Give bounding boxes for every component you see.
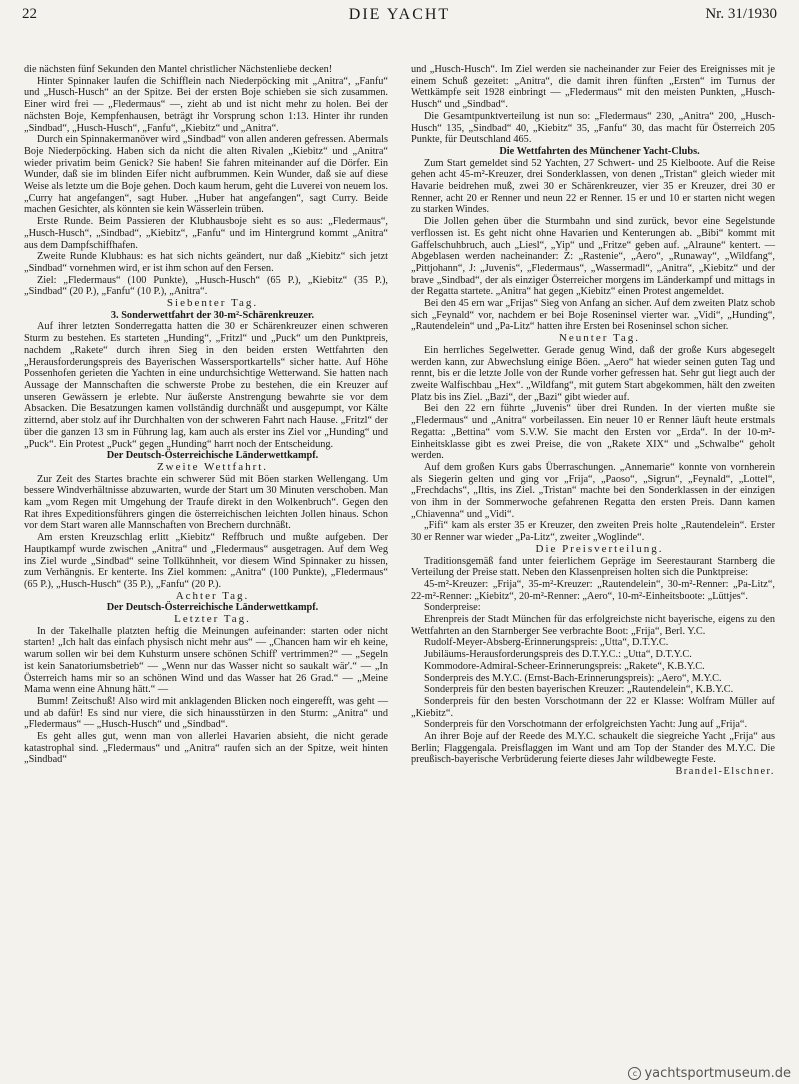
day-heading: Die Preisverteilung. — [535, 542, 664, 555]
day-heading: Zweite Wettfahrt. — [156, 460, 269, 473]
paragraph: Hinter Spinnaker laufen die Schifflein nach Niederpöcking mit „Anitra“, „Fanfu“ und „Husch-Husch“ an der Spitze. Bei der ersten Boje schieben sie sich zusammen. Einer wird frei — „Fledermaus“ —, zieht ab und ist nicht mehr zu holen. Bei der nächsten Boje, Kempfenhausen, beträgt ihr Vorsprung schon 1:13. Hinter ihr runden „Sindbad“, „Husch-Husch“, „Fanfu“, „Kiebitz“ und „Anitra“. — [24, 75, 388, 134]
paragraph: Bei den 22 ern führte „Juvenis“ über drei Runden. In der vierten mußte sie „Fledermaus“ und „Anitra“ vorbeilassen. Ein neuer 10 er Renner läuft heute erstmals Regatta: „Bettina“ vom S.V.W. Sie macht den Ersten vor „Erda“. In der 10-m²-Einheitsklasse gibt es zwei Preise, die von „Rakete XIX“ und „Schwalbe“ geholt werden. — [411, 403, 775, 462]
right-column — [411, 64, 775, 778]
section-heading: Der Deutsch-Österreichische Länderwettkampf. — [106, 602, 319, 614]
paragraph: Auf ihrer letzten Sonderregatta hatten die 30 er Schärenkreuzer einen schweren Sturm zu bestehen. Es starteten „Hunding“, „Fritzl“ und „Puck“ um den Punktpreis, nachdem „Rakete“ durch ihren Sieg in den beiden ersten Wettfahrten den „Herausforderungspreis des Bayerischen Wassersportkartells“ sicher hatte. Auf Höhe Possenhofen gerieten die Yachten in eine undurchsichtige Wetterwand. Sie hatten nach Aussage der Mannschaften die schwerste Probe zu bestehen, die ein Kreuzer auf unseren Gewässern je erlebte. Nur äußerste Anstrengung bewahrte sie vor dem Absacken. Die Besatzungen kamen vollständig durchnäßt und ausgepumpt, vor Kälte zitternd, aber stolz auf ihr Durchhalten von der schweren Fahrt nach Hause. „Fritzl“ der über die ganzen 13 sm in Führung lag, kam auch als erster ins Ziel vor „Hunding“ und „Puck“. Ein Protest „Puck“ gegen „Hunding“ harrt noch der Entscheidung. — [24, 321, 388, 450]
copyright-icon: c — [628, 1067, 641, 1080]
author-signature: Brandel-Elschner. — [675, 766, 775, 778]
left-column — [24, 64, 388, 766]
page-number: 22 — [22, 6, 37, 22]
paragraph: Erste Runde. Beim Passieren der Klubhausboje sieht es so aus: „Fledermaus“, „Husch-Husch“, „Sindbad“, „Kiebitz“, „Fanfu“ und im Hintergrund kommt „Anitra“ aus dem Dampfschiffhafen. — [24, 216, 388, 251]
paragraph: An ihrer Boje auf der Reede des M.Y.C. schaukelt die siegreiche Yacht „Frija“ aus Berlin; Flaggengala. Preisflaggen im Want und am Top der Stander des M.Y.C. Die preußisch-bayerische Verbrüderung feierte dieses Jahr wildbewegte Feste. — [411, 731, 775, 766]
section-heading: 3. Sonderwettfahrt der 30-m²-Schärenkreuzer. — [110, 309, 315, 321]
paragraph: die nächsten fünf Sekunden den Mantel christlicher Nächstenliebe decken! — [24, 64, 333, 75]
section-heading: Die Wettfahrten des Münchener Yacht-Clubs. — [499, 145, 700, 157]
paragraph: Die Gesamtpunktverteilung ist nun so: „Fledermaus“ 230, „Anitra“ 200, „Husch-Husch“ 135, „Sindbad“ 40, „Kiebitz“ 35, „Fanfu“ 30, das macht für Österreich 205 Punkte, für Deutschland 465. — [411, 110, 775, 146]
paragraph: Traditionsgemäß fand unter feierlichem Gepräge im Seerestaurant Starnberg die Verteilung der Preise statt. Neben den Klassenpreisen holten sich die Punktpreise: — [411, 555, 775, 579]
paragraph: Zur Zeit des Startes brachte ein schwerer Süd mit Böen starken Wellengang. Um bessere Windverhältnisse abzuwarten, wurde der Start um 30 Minuten verschoben. Man kam „vom Regen mit Umgehung der Traufe direkt in den Wolkenbruch“. Gegen den Rat ihres Expeditionsführers gingen die österreichischen leichten Jollen hinaus. Schon vor dem Start waren alle Mannschaften von Brechern durchnäßt. — [24, 473, 388, 532]
paragraph: Kommodore-Admiral-Scheer-Erinnerungspreis: „Rakete“, K.B.Y.C. — [424, 660, 705, 672]
day-heading: Achter Tag. — [175, 589, 250, 602]
paragraph: 45-m²-Kreuzer: „Frija“, 35-m²-Kreuzer: „Rautendelein“, 30-m²-Renner: „Pa-Litz“, 22-m²-Renner: „Kiebitz“, 20-m²-Renner: „Aero“, 10-m²-Einheitsboote: „Lüttjes“. — [411, 578, 775, 602]
day-heading: Letzter Tag. — [174, 613, 251, 626]
paragraph: Zum Start gemeldet sind 52 Yachten, 27 Schwert- und 25 Kielboote. Auf die Reise gehen acht 45-m²-Kreuzer, drei Sonderklassen, von denen „Tristan“ gleich wieder mit Havarie beidrehen muß, zwei 30 er Schärenkreuzer, vier 35 er Kreuzer, drei 30 er Renner, acht 20 er Renner und neun 22 er Renner. 15 er und 10 er starten nicht wegen zu starken Windes. — [411, 157, 775, 216]
issue-number: Nr. 31/1930 — [705, 6, 777, 22]
paragraph: Sonderpreise: — [424, 602, 481, 614]
paragraph: Sonderpreis für den besten Vorschotmann der 22 er Klasse: Wolfram Müller auf „Kiebitz“. — [411, 695, 775, 719]
paragraph: Sonderpreis für den besten bayerischen Kreuzer: „Rautendelein“, K.B.Y.C. — [424, 684, 734, 696]
paragraph: Bei den 45 ern war „Frijas“ Sieg von Anfang an sicher. Auf dem zweiten Platz schob sich „Feynald“ vor, nachdem er bei Boje Roseninsel vierter war. „Vidi“, „Hunding“, „Rautendelein“ und „Pa-Litz“ hatten ihre Ersten bei Roseninsel schon sicher. — [411, 298, 775, 333]
paragraph: In der Takelhalle platzten heftig die Meinungen aufeinander: starten oder nicht starten! „Ich halt das einfach physisch nicht mehr aus“ — „Chancen ham wir eh keine, warum sollen wir bei dem Kuhsturm unsere schönen Schiff' vertrimmen?“ — „Segeln ist kein Sanatoriumsbetrieb“ — „Wenn nur das Wasser nicht so saukalt wär'.“ — „In Österreich hams mir so an schönen Wind und das Wasser hat 26 Grad.“ — „Meine Mama wenn eine Ahnung hätt.“ — — [24, 625, 388, 696]
paragraph: und „Husch-Husch“. Im Ziel werden sie nacheinander zur Feier des Ereignisses mit je einem Schuß gezeitet: „Anitra“, die damit ihren fünften „Ersten“ im Turnus der Wettkämpfe seit 1928 einbringt — „Fledermaus“ mit den meisten Punkten, „Husch-Husch“ und „Sindbad“. — [411, 64, 775, 111]
paragraph: Am ersten Kreuzschlag erlitt „Kiebitz“ Reffbruch und mußte aufgeben. Der Hauptkampf wurde zwischen „Anitra“ und „Fledermaus“ ausgetragen. Auf dem Weg ins Ziel wurde „Sindbad“ seine Tollkühnheit, vor diesem Wind Spinnaker zu hissen, zum Verhängnis. Er kenterte. Ins Ziel kommen: „Anitra“ (100 Punkte), „Fledermaus“ (65 P.), „Husch-Husch“ (35 P.), „Fanfu“ (20 P.). — [24, 532, 388, 590]
paragraph: Bumm! Zeitschuß! Also wird mit anklagenden Blicken noch eingerefft, was geht — und ab dafür! Es sind nur viere, die sich hinausstürzen in den Sturm: „Anitra“ und „Fledermaus“ — „Husch-Husch“ und „Sindbad“. — [24, 695, 388, 731]
page-header — [22, 6, 777, 26]
paragraph: Auf dem großen Kurs gabs Überraschungen. „Annemarie“ konnte von vornherein als Siegerin gelten und ging vor „Frija“, „Paoso“, „Sigrun“, „Feynald“, „Lottel“, „Frechdachs“, „Iltis, ins Ziel. „Tristan“ machte bei den Sonderklassen in der einzigen von ihm in der Sommerwoche gefahrenen Regatta den ersten Preis. Dann kamen „Chiavenna“ und „Vidi“. — [411, 461, 775, 520]
paragraph: Die Jollen gehen über die Sturmbahn und sind zurück, bevor eine Segelstunde verflossen ist. Es geht nicht ohne Havarien und Kenterungen ab. „Bibi“ kommt mit Gaffelschuhbruch, auch „Liesl“, „Yip“ und „Fritze“ geben auf. „Alraune“ kentert. — Abgeblasen werden nacheinander: Z: „Rastenie“, „Aero“, „Runaway“, „Wildfang“, „Pittjohann“, J: „Juvenis“, „Fledermaus“, „Wassermadl“, „Anitra“, „Kiebitz“ und der brave „Sindbad“, der als einziger Österreicher morgens im Länderkampf und mittags in der Regatta startete. „Anitra“ hat gegen „Kiebitz“ einen Protest angemeldet. — [411, 216, 775, 298]
paragraph: Sonderpreis des M.Y.C. (Ernst-Bach-Erinnerungspreis): „Aero“, M.Y.C. — [424, 672, 722, 684]
paragraph: Ein herrliches Segelwetter. Gerade genug Wind, daß der große Kurs abgesegelt werden kann, zur Abwechslung einige Böen. „Aero“ hat wieder seinen guten Tag und rennt, bis er die letzte Jolle von der Runde vorher gefressen hat. Sehr gut liegt auch der zweite Walfischbau „Hex“. „Wildfang“, mit gutem Start abgekommen, hält den zweiten Platz bis ins Ziel. „Bazi“, der „Bazi“ gibt wieder auf. — [411, 344, 775, 403]
paragraph: Zweite Runde Klubhaus: es hat sich nichts geändert, nur daß „Kiebitz“ sich jetzt „Sindbad“ vornehmen wird, er ist ihm schon auf den Fersen. — [24, 251, 388, 274]
day-heading: Neunter Tag. — [558, 332, 641, 345]
paragraph: Jubiläums-Herausforderungspreis des D.T.Y.C.: „Utta“, D.T.Y.C. — [424, 649, 692, 661]
day-heading: Siebenter Tag. — [166, 297, 259, 310]
paragraph: Ehrenpreis der Stadt München für das erfolgreichste nicht bayerische, eigens zu den Wettfahrten an den Starnberger See verbrachte Boot: „Frija“, Berl. Y.C. — [411, 614, 775, 637]
paragraph: „Fifi“ kam als erster 35 er Kreuzer, den zweiten Preis holte „Rautendelein“. Erster 30 er Renner war wieder „Pa-Litz“, zweiter „Woglinde“. — [411, 520, 775, 544]
magazine-title: DIE YACHT — [348, 6, 451, 23]
watermark-text: yachtsportmuseum.de — [644, 1066, 791, 1081]
paragraph: Durch ein Spinnakermanöver wird „Sindbad“ von allen anderen gefressen. Abermals Boje Niederpöcking. Haben sich da nicht die alten Rivalen „Kiebitz“ und „Anitra“ wieder privatim beim Genick? Sie haben! Sie fahren miteinander auf die Dörfer. Ein Wunder, daß sie im blinden Eifer nicht aufbrummen. Kein Wunder, daß sie auf diese Weise als letzte um die Boje gehen. Doch kaum herum, geht die Luverei von neuem los. „Curry hat angefangen“, sagt Huber. „Huber hat angefangen“, sagt Curry. Beide machen Gesichter, als könnten sie kein Wässerlein trüben. — [24, 134, 388, 216]
section-heading: Der Deutsch-Österreichische Länderwettkampf. — [106, 450, 319, 462]
paragraph: Es geht alles gut, wenn man von allerlei Havarien absieht, die nicht gerade katastrophal sind. „Fledermaus“ und „Anitra“ raufen sich an der Spitze, weit hinten „Sindbad“ — [24, 731, 388, 766]
paragraph: Ziel: „Fledermaus“ (100 Punkte), „Husch-Husch“ (65 P.), „Kiebitz“ (35 P.), „Sindbad“ (20 P.), „Fanfu“ (10 P.), „Anitra“. — [24, 274, 388, 298]
paragraph: Rudolf-Meyer-Absberg-Erinnerungspreis: „Utta“, D.T.Y.C. — [424, 637, 669, 649]
paragraph: Sonderpreis für den Vorschotmann der erfolgreichsten Yacht: Jung auf „Frija“. — [424, 719, 748, 731]
watermark — [628, 1066, 791, 1081]
